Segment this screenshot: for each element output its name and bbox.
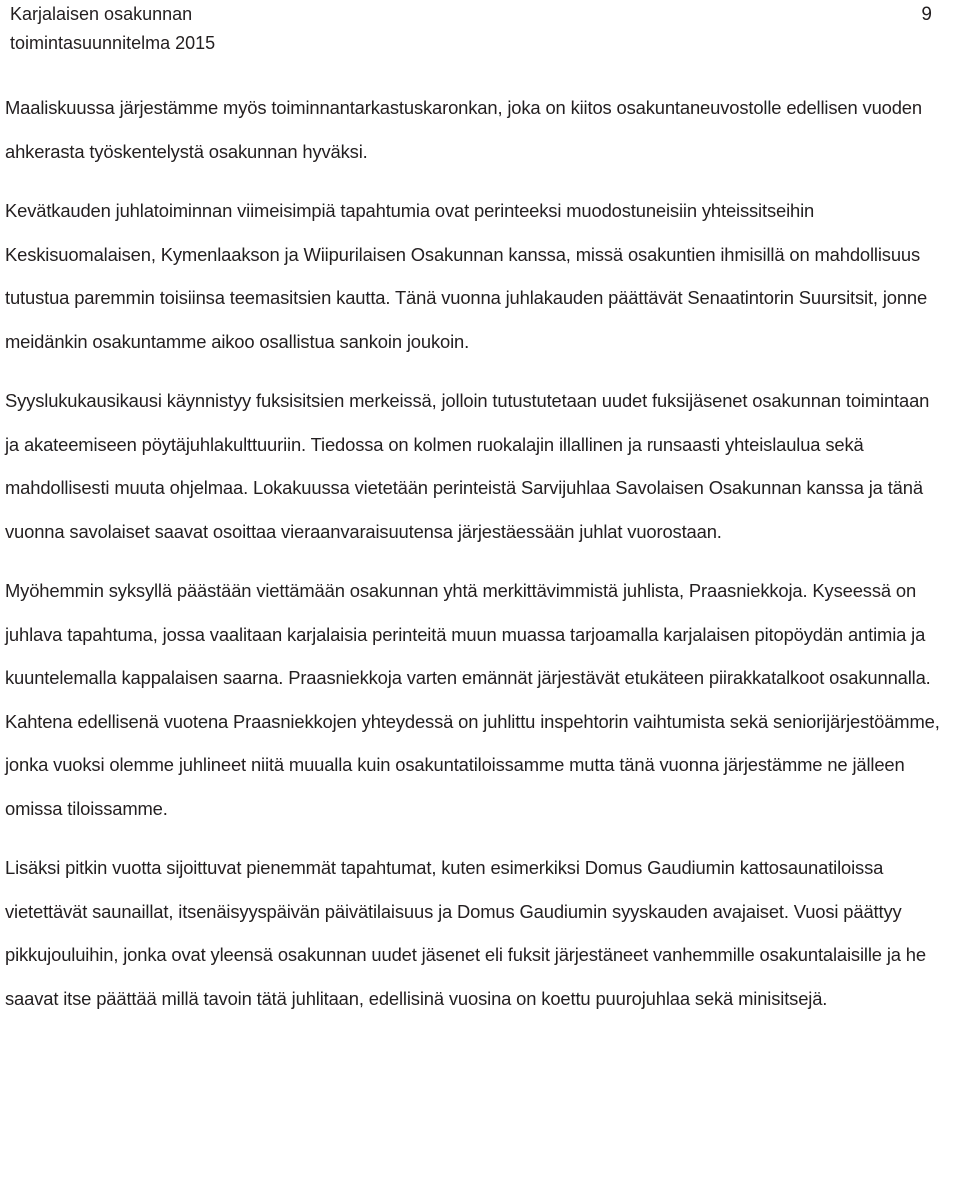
paragraph: Lisäksi pitkin vuotta sijoittuvat pienemmät tapahtumat, kuten esimerkiksi Domus Gaudiumin kattosaunatiloissa vietettävät saunaillat, itsenäisyyspäivän päivätilaisuus ja Domus Gaudiumin syyskauden avajaiset. Vuosi päättyy pikkujouluihin, jonka ovat yleensä osakunnan uudet jäsenet eli fuksit järjestäneet vanhemmille osakuntalaisille ja he saavat itse päättää millä tavoin tätä juhlitaan, edellisinä vuosina on koettu puurojuhlaa sekä minisitsejä.	[5, 857, 926, 1009]
header-document-title: toimintasuunnitelma 2015	[10, 33, 216, 53]
page-number: 9	[921, 4, 932, 25]
paragraph: Kevätkauden juhlatoiminnan viimeisimpiä tapahtumia ovat perinteeksi muodostuneisiin yhteissitseihin Keskisuomalaisen, Kymenlaakson ja Wiipurilaisen Osakunnan kanssa, missä osakuntien ihmisillä on mahdollisuus tutustua paremmin toisiinsa teemasitsien kautta. Tänä vuonna juhlakauden päättävät Senaatintorin Suursitsit, jonne meidänkin osakuntamme aikoo osallistua sankoin joukoin.	[5, 200, 928, 352]
paragraph: Maaliskuussa järjestämme myös toiminnantarkastuskaronkan, joka on kiitos osakuntaneuvostolle edellisen vuoden ahkerasta työskentelystä osakunnan hyväksi.	[5, 97, 922, 162]
paragraph: Myöhemmin syksyllä päästään viettämään osakunnan yhtä merkittävimmistä juhlista, Praasniekkoja. Kyseessä on juhlava tapahtuma, jossa vaalitaan karjalaisia perinteitä muun muassa tarjoamalla karjalaisen pitopöydän antimia ja kuuntelemalla kappalaisen saarna. Praasniekkoja varten emännät järjestävät etukäteen piirakkatalkoot osakunnalla. Kahtena edellisenä vuotena Praasniekkojen yhteydessä on juhlittu inspehtorin vaihtumista sekä seniorijärjestöämme, jonka vuoksi olemme juhlineet niitä muualla kuin osakuntatiloissamme mutta tänä vuonna järjestämme ne jälleen omissa tiloissamme.	[5, 580, 940, 819]
document-body	[5, 86, 946, 1020]
header-organization: Karjalaisen osakunnan	[10, 4, 193, 24]
paragraph: Syyslukukausikausi käynnistyy fuksisitsien merkeissä, jolloin tutustutetaan uudet fuksijäsenet osakunnan toimintaan ja akateemiseen pöytäjuhlakulttuuriin. Tiedossa on kolmen ruokalajin illallinen ja runsaasti yhteislaulua sekä mahdollisesti muuta ohjelmaa. Lokakuussa vietetään perinteistä Sarvijuhlaa Savolaisen Osakunnan kanssa ja tänä vuonna savolaiset saavat osoittaa vieraanvaraisuutensa järjestäessään juhlat vuorostaan.	[5, 390, 930, 542]
running-header	[10, 0, 215, 58]
page-header	[5, 0, 946, 86]
